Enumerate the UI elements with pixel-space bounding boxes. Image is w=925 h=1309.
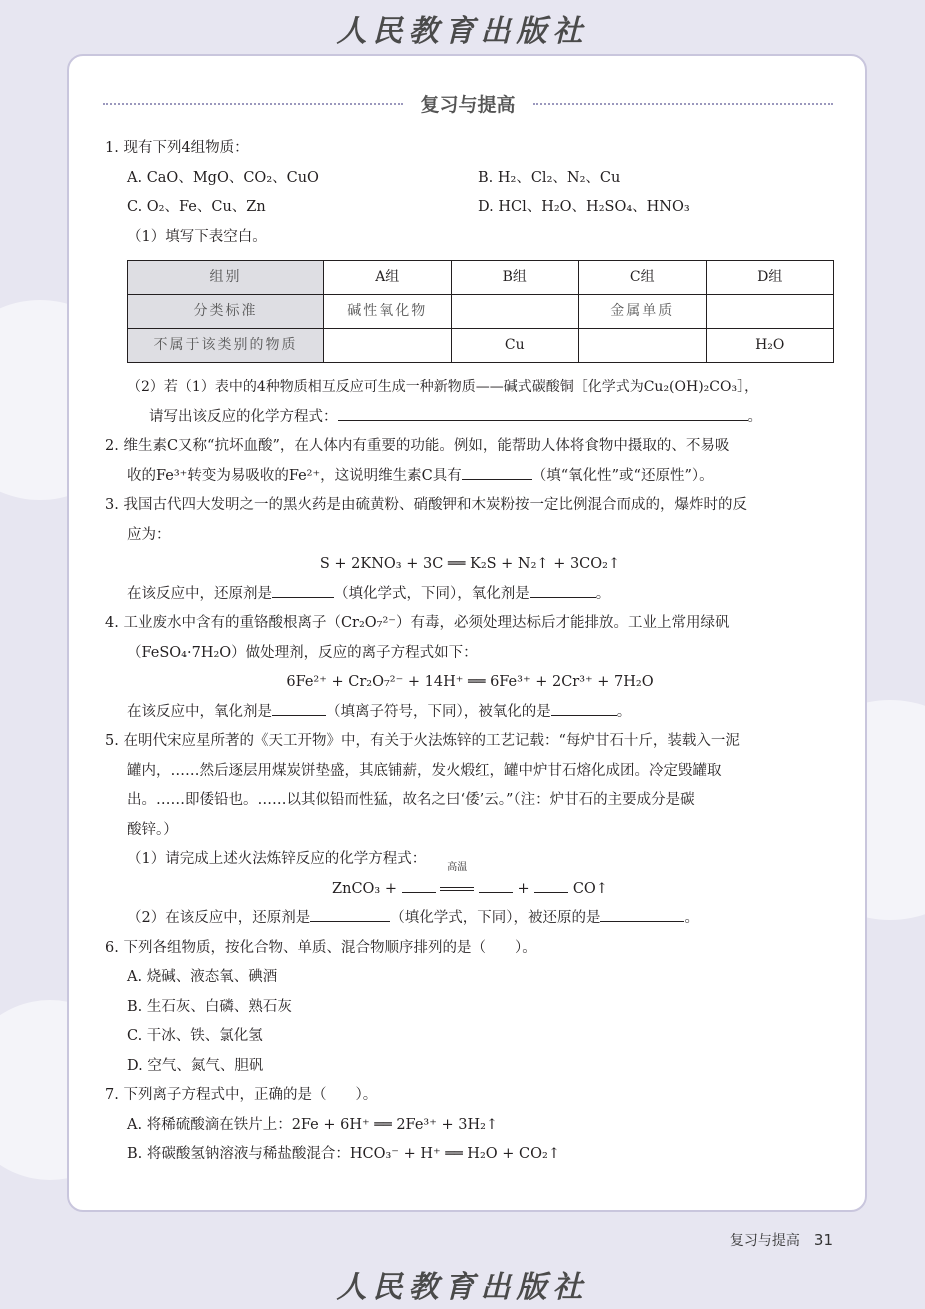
answer-blank[interactable] xyxy=(338,404,748,421)
reaction-condition: 高温 xyxy=(447,861,468,873)
table-header-cell: B组 xyxy=(451,261,579,295)
dotted-rule-right xyxy=(533,103,833,105)
table-header-row xyxy=(128,261,834,295)
q3-equation: S + 2KNO₃ + 3C ══ K₂S + N₂↑ + 3CO₂↑ xyxy=(319,556,621,572)
q1-option-b: B. H₂、Cl₂、N₂、Cu xyxy=(478,169,621,186)
q4-line1: 4. 工业废水中含有的重铬酸根离子（Cr₂O₇²⁻）有毒，必须处理达标后才能排放。工业上常用绿矾 xyxy=(105,615,730,631)
q5-eq-right: CO↑ xyxy=(572,880,608,897)
section-header xyxy=(103,90,833,118)
q2-line2 xyxy=(105,462,835,492)
q5-equation xyxy=(105,861,835,905)
q2-text-b: （填“氧化性”或“还原性”）。 xyxy=(531,467,714,484)
q5-line2: 罐内，……然后逐层用煤炭饼垫盛，其底铺薪，发火煅红，罐中炉甘石熔化成团。冷定毁罐取 xyxy=(127,762,722,779)
q2-text-a: 收的Fe³⁺转变为易吸收的Fe²⁺，这说明维生素C具有 xyxy=(127,467,462,484)
q1-options-row1 xyxy=(105,164,835,194)
reaction-arrow xyxy=(440,861,474,905)
table-cell: Cu xyxy=(451,329,579,363)
table-cell-blank[interactable] xyxy=(451,295,579,329)
q7-option-a[interactable]: A. 将稀硫酸滴在铁片上：2Fe + 6H⁺ ══ 2Fe³⁺ + 3H₂↑ xyxy=(127,1116,499,1133)
q6-option-d[interactable]: D. 空气、氮气、胆矾 xyxy=(127,1057,264,1074)
q1-option-d: D. HCl、H₂O、H₂SO₄、HNO₃ xyxy=(478,199,690,215)
end-mark: 。 xyxy=(595,585,611,602)
answer-blank[interactable] xyxy=(310,905,390,922)
table-header-cell: D组 xyxy=(706,261,834,295)
q6-option-c[interactable]: C. 干冰、铁、氯化氢 xyxy=(127,1028,263,1044)
dotted-rule-left xyxy=(103,103,403,105)
q1-option-c: C. O₂、Fe、Cu、Zn xyxy=(127,199,266,215)
q3-text-b: （填化学式，下同），氧化剂是 xyxy=(334,585,530,602)
page-number: 31 xyxy=(813,1231,833,1249)
table-cell: 碱性氧化物 xyxy=(324,295,452,329)
q6-option-a[interactable]: A. 烧碱、液态氧、碘酒 xyxy=(127,969,278,985)
table-row-label: 不属于该类别的物质 xyxy=(128,329,324,363)
q7-option-b[interactable]: B. 将碳酸氢钠溶液与稀盐酸混合：HCO₃⁻ + H⁺ ══ H₂O + CO₂↑ xyxy=(127,1146,560,1162)
footer-label: 复习与提高 xyxy=(729,1233,800,1249)
q3-line2: 应为： xyxy=(127,526,171,543)
q5-text-b: （填化学式，下同），被还原的是 xyxy=(390,910,601,926)
table-header-cell: 组别 xyxy=(128,261,324,295)
q5-part2 xyxy=(105,904,835,934)
end-mark: 。 xyxy=(616,703,632,720)
q1-part1: （1）填写下表空白。 xyxy=(127,228,267,245)
end-mark: 。 xyxy=(747,408,762,425)
q4-line3 xyxy=(105,698,835,728)
q6-option-b[interactable]: B. 生石灰、白磷、熟石灰 xyxy=(127,998,292,1015)
classification-table xyxy=(127,260,834,363)
answer-blank[interactable] xyxy=(534,876,568,893)
answer-blank[interactable] xyxy=(402,876,436,893)
q6-stem: 6. 下列各组物质，按化合物、单质、混合物顺序排列的是（ ）。 xyxy=(105,939,537,956)
q5-line4: 酸锌。） xyxy=(127,821,178,838)
q7-stem: 7. 下列离子方程式中，正确的是（ ）。 xyxy=(105,1087,378,1103)
table-cell: H₂O xyxy=(706,329,834,363)
q4-text-b: （填离子符号，下同），被氧化的是 xyxy=(326,703,551,720)
q1-options-row2 xyxy=(105,193,835,223)
q1-part2-line1: （2）若（1）表中的4种物质相互反应可生成一种新物质——碱式碳酸铜［化学式为Cu₂(OH)₂CO₃］， xyxy=(127,379,759,395)
q1-part2-prompt: 请写出该反应的化学方程式： xyxy=(149,408,338,425)
q2-line1: 2. 维生素C又称“抗坏血酸”，在人体内有重要的功能。例如，能帮助人体将食物中摄取的、不易吸 xyxy=(105,438,730,454)
section-title: 复习与提高 xyxy=(420,94,516,116)
publisher-logo-top: 人民教育出版社 xyxy=(336,14,589,49)
answer-blank[interactable] xyxy=(530,581,596,598)
table-row-label: 分类标准 xyxy=(128,295,324,329)
q3-text-a: 在该反应中，还原剂是 xyxy=(127,585,272,602)
q4-text-a: 在该反应中，氧化剂是 xyxy=(127,703,272,720)
table-cell-blank[interactable] xyxy=(706,295,834,329)
table-cell: 金属单质 xyxy=(579,295,707,329)
answer-blank[interactable] xyxy=(462,463,532,480)
q5-line3: 出。……即倭铅也。……以其似铅而性猛，故名之曰‘倭’云。”（注：炉甘石的主要成分是碳 xyxy=(127,792,695,808)
answer-blank[interactable] xyxy=(479,876,513,893)
q3-line3 xyxy=(105,580,835,610)
exercise-content xyxy=(105,134,835,1170)
q1-stem: 1. 现有下列4组物质： xyxy=(105,140,249,156)
answer-blank[interactable] xyxy=(600,905,684,922)
q4-line2: （FeSO₄·7H₂O）做处理剂，反应的离子方程式如下： xyxy=(127,644,478,661)
table-header-cell: C组 xyxy=(579,261,707,295)
table-row xyxy=(128,329,834,363)
q5-part1: （1）请完成上述火法炼锌反应的化学方程式： xyxy=(127,851,427,867)
q3-line1: 3. 我国古代四大发明之一的黑火药是由硫黄粉、硝酸钾和木炭粉按一定比例混合而成的，爆炸时的反 xyxy=(105,497,747,513)
q5-line1: 5. 在明代宋应星所著的《天工开物》中，有关于火法炼锌的工艺记载：“每炉甘石十斤，装载入一泥 xyxy=(105,733,740,749)
publisher-logo-bottom: 人民教育出版社 xyxy=(336,1270,589,1305)
table-header-cell: A组 xyxy=(324,261,452,295)
answer-blank[interactable] xyxy=(272,699,326,716)
q1-part2-line2 xyxy=(105,403,835,433)
q5-eq-left: ZnCO₃ + xyxy=(332,880,397,897)
q1-option-a: A. CaO、MgO、CO₂、CuO xyxy=(127,169,319,186)
table-cell-blank[interactable] xyxy=(579,329,707,363)
q5-text-a: （2）在该反应中，还原剂是 xyxy=(127,910,311,926)
table-cell-blank[interactable] xyxy=(324,329,452,363)
table-row xyxy=(128,295,834,329)
end-mark: 。 xyxy=(684,910,699,926)
q4-equation: 6Fe²⁺ + Cr₂O₇²⁻ + 14H⁺ ══ 6Fe³⁺ + 2Cr³⁺ + 7H₂O xyxy=(286,674,654,690)
page-footer xyxy=(730,1230,833,1250)
answer-blank[interactable] xyxy=(272,581,334,598)
q5-eq-plus: + xyxy=(517,880,530,897)
answer-blank[interactable] xyxy=(551,699,617,716)
